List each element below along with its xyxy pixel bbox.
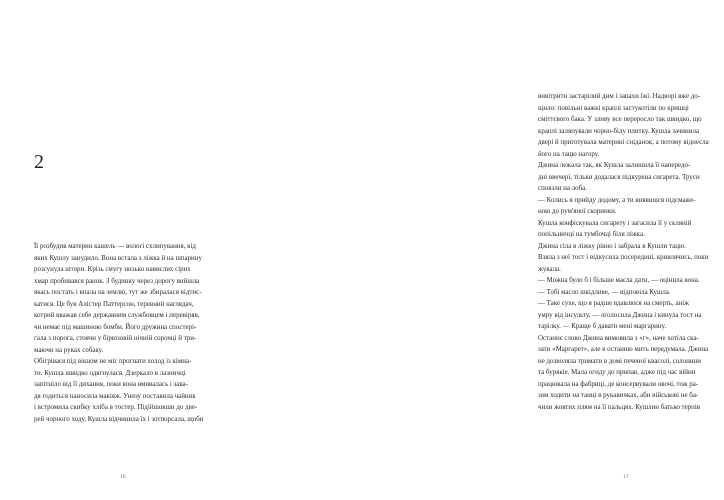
text-line: — Тобі масло шкідливе, — відповіла Кушла. bbox=[538, 287, 671, 296]
text-line: сповзли на лоба. bbox=[538, 184, 587, 192]
text-line: запітніло від її дихання, поки вона вмивалась і зава- bbox=[34, 380, 188, 388]
text-line: якась постать і впала на землю, тут же збиралася відтис- bbox=[34, 288, 202, 296]
text-line: двері й приготувала материні сніданок, а потому віднесла bbox=[538, 138, 709, 146]
text-line: чи немає під машиною бомби. Його дружина спостері- bbox=[34, 322, 197, 331]
text-line: Останнє слово Джина вимовила з «г», наче хотіла ска- bbox=[538, 333, 699, 342]
text-line: сміттєвого бака. У зливу все переросло так швидко, що bbox=[538, 115, 702, 123]
text-line: та бурякіе. Мала огиду до припав, адже під час війни bbox=[538, 368, 696, 376]
text-line: рей чорного ходу, Кушла відчинила їх і зотпорсала, щоби bbox=[34, 414, 204, 423]
chapter-number: 2 bbox=[34, 151, 44, 173]
text-line: чили жовтих плям на її пальцях. Кушлин батько терпів bbox=[538, 402, 701, 411]
text-line: вивітрити застарілий дим і запахи їжі. Надворі вже до- bbox=[538, 92, 701, 100]
text-line: ти. Кушла швидко одягнулася. Дзеркало в лазничці bbox=[34, 368, 186, 377]
text-line: ною до рум'яної скоринки. bbox=[538, 207, 617, 215]
text-line: яких Кушлу занудило. Вона встала з ліжка й на шпарину bbox=[34, 253, 202, 262]
text-line: — Таке сухе, що я радше вдавлюся на смерть, аніж bbox=[538, 299, 690, 307]
text-line: Кушла конфіскувала сигарету і загасила її у скляній bbox=[538, 218, 692, 227]
text-line: жувала. bbox=[538, 264, 561, 273]
text-line: попільничці на тумбочці біля ліжка. bbox=[538, 230, 645, 238]
text-line: котрий вважав себе державним службовцем і перевіряв, bbox=[34, 311, 200, 319]
text-line: хмар пробивався ранок. З будинку через дорогу вийшла bbox=[34, 276, 200, 285]
text-line: не дозволяла тримати в домі печеної квасолі, солонини bbox=[538, 356, 701, 365]
text-line: Джина сіла в ліжку рівно і забрала в Кушли тацю. bbox=[538, 241, 686, 250]
text-line: його на тацю нагору. bbox=[538, 149, 600, 158]
right-page bbox=[250, 0, 709, 500]
text-line: катися. Це був Алістер Паттерсон, теревний наглядач, bbox=[34, 299, 194, 308]
text-line: зом ходити на танці в рукавичках, аби військові не ба- bbox=[538, 391, 699, 399]
right-page-text bbox=[538, 91, 724, 413]
text-line: умру від інсульту, — оголосила Джина і кинула тост на bbox=[538, 310, 702, 319]
text-line: і встромила скибку хліба в тостер. Підійшовши до две- bbox=[34, 403, 198, 411]
text-line: — Колись я прийду додому, а ти виявишся підсмаже- bbox=[538, 195, 696, 204]
text-line: Взяла з неї тост і відкусила посередині, кривлячись, поки bbox=[538, 253, 709, 261]
text-line: дя годиться наносила макіяж. Унизу поставила чайник bbox=[34, 391, 196, 400]
text-line: гала з порога, стоячи у бірюзовій нічній сорочці й три- bbox=[34, 334, 197, 342]
page-number-right: 17 bbox=[623, 474, 629, 480]
text-line: зати «Маргарет», але в останню мить передумала. Джина bbox=[538, 345, 709, 353]
text-line: — Можна було б і більше масла дати, — оцінила вона. bbox=[538, 276, 700, 284]
text-line: працювала на фабриці, де консервували овочі, тож ра- bbox=[538, 379, 699, 388]
text-line: краплі заляпували чорно-білу плитку. Кушла зачинила bbox=[538, 126, 699, 135]
page-number-left: 16 bbox=[120, 474, 126, 480]
text-line: Обігріваєя під вікном не міг прогнати холод із кімна- bbox=[34, 357, 192, 365]
text-line: Джина лежала так, як Кушла залишила її напередо- bbox=[538, 161, 691, 169]
text-line: розсунула штори. Крізь смугу низько навислих сірих bbox=[34, 265, 191, 273]
text-line: Її розбудив материн кашель — вологі схлипування, від bbox=[34, 242, 196, 250]
text-line: щило: повільні важкі краплі застукотіли по кришці bbox=[538, 103, 689, 112]
left-page-text bbox=[34, 241, 224, 425]
text-line: дні ввечері, тільки додалася підкурена сигарета. Труси bbox=[538, 172, 700, 181]
left-page bbox=[0, 0, 250, 500]
text-line: маючи на руках собаку. bbox=[34, 345, 104, 354]
text-line: тарілку. — Краще б давати мені маргарину. bbox=[538, 322, 667, 330]
